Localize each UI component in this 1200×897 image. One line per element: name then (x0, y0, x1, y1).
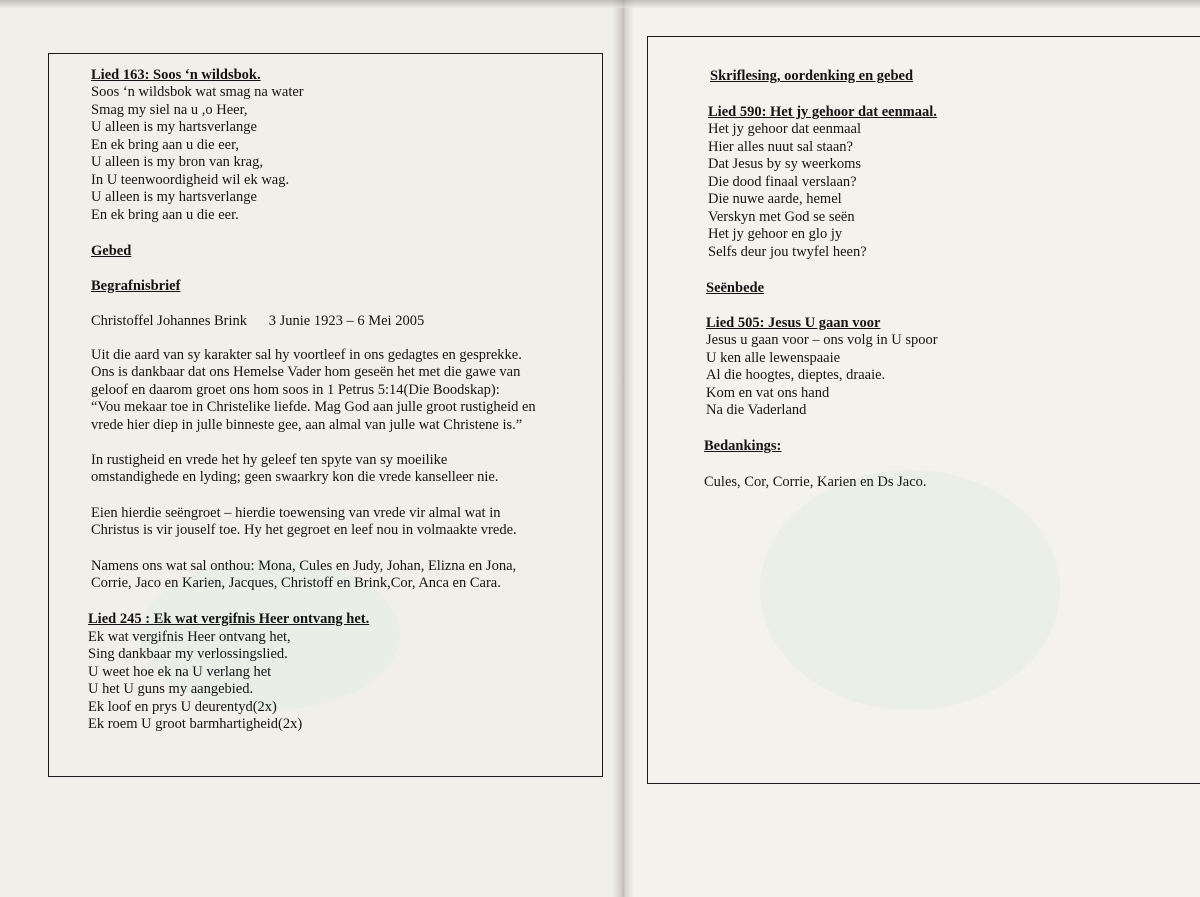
song-245-line: Ek loof en prys U deurentyd(2x) (88, 699, 277, 715)
thanks-heading: Bedankings: (704, 438, 782, 454)
song-245-line: Ek wat vergifnis Heer ontvang het, (88, 629, 291, 645)
blessing-heading: Seënbede (706, 280, 764, 296)
song-245-line: U weet hoe ek na U verlang het (88, 664, 272, 680)
letter-paragraph-line: Ons is dankbaar dat ons Hemelse Vader hom geseën het met die gawe van (91, 364, 521, 380)
song-163-line: U alleen is my hartsverlange (91, 189, 257, 205)
letter-paragraph-line: Christus is vir jouself toe. Hy het gegroet en leef nou in volmaakte vrede. (91, 522, 517, 538)
song-163-line: In U teenwoordigheid wil ek wag. (91, 172, 290, 188)
song-590-line: Selfs deur jou twyfel heen? (708, 244, 867, 260)
song-163-line: Smag my siel na u ,o Heer, (91, 102, 248, 118)
top-shadow (0, 0, 1200, 8)
song-590-line: Het jy gehoor en glo jy (708, 226, 843, 242)
thanks-text: Cules, Cor, Corrie, Karien en Ds Jaco. (704, 474, 927, 490)
song-590-line: Het jy gehoor dat eenmaal (708, 121, 861, 137)
funeral-letter-heading: Begrafnisbrief (91, 278, 181, 294)
song-163-title: Lied 163: Soos ‘n wildsbok. (91, 67, 261, 83)
prayer-heading: Gebed (91, 243, 132, 259)
letter-paragraph-line: Eien hierdie seëngroet – hierdie toewensing van vrede vir almal wat in (91, 505, 501, 521)
song-590-line: Hier alles nuut sal staan? (708, 139, 853, 155)
song-505-title: Lied 505: Jesus U gaan voor (706, 315, 881, 331)
letter-paragraph-line: “Vou mekaar toe in Christelike liefde. Mag God aan julle groot rustigheid en (91, 399, 536, 415)
song-245-line: U het U guns my aangebied. (88, 681, 254, 697)
song-163-line: Soos ‘n wildsbok wat smag na water (91, 84, 304, 100)
letter-paragraph-line: In rustigheid en vrede het hy geleef ten spyte van sy moeilike (91, 452, 448, 468)
song-245-line: Ek roem U groot barmhartigheid(2x) (88, 716, 303, 732)
song-590-line: Dat Jesus by sy weerkoms (708, 156, 862, 172)
letter-paragraph-line: vrede hier diep in julle binneste gee, aan almal van julle wat Christene is.” (91, 417, 523, 433)
song-163-line: U alleen is my bron van krag, (91, 154, 263, 170)
song-590-line: Verskyn met God se seën (708, 209, 855, 225)
song-505-line: Al die hoogtes, dieptes, draaie. (706, 367, 886, 383)
letter-paragraph-line: Uit die aard van sy karakter sal hy voortleef in ons gedagtes en gesprekke. (91, 347, 522, 363)
book-gutter (612, 0, 634, 897)
letter-paragraph-line: geloof en daarom groet ons hom soos in 1 Petrus 5:14(Die Boodskap): (91, 382, 500, 398)
letter-paragraph-line: Namens ons wat sal onthou: Mona, Cules en Judy, Johan, Elizna en Jona, (91, 558, 517, 574)
song-590-title: Lied 590: Het jy gehoor dat eenmaal. (708, 104, 937, 120)
song-505-line: Na die Vaderland (706, 402, 807, 418)
song-505-line: Jesus u gaan voor – ons volg in U spoor (706, 332, 938, 348)
reading-heading: Skriflesing, oordenking en gebed (710, 68, 914, 84)
letter-paragraph-line: omstandighede en lyding; geen swaarkry kon die vrede kanselleer nie. (91, 469, 499, 485)
letter-paragraph-line: Corrie, Jaco en Karien, Jacques, Christoff en Brink,Cor, Anca en Cara. (91, 575, 501, 591)
song-505-line: Kom en vat ons hand (706, 385, 830, 401)
song-590-line: Die nuwe aarde, hemel (708, 191, 842, 207)
song-245-title: Lied 245 : Ek wat vergifnis Heer ontvang het. (88, 611, 370, 627)
song-590-line: Die dood finaal verslaan? (708, 174, 857, 190)
song-245-line: Sing dankbaar my verlossingslied. (88, 646, 288, 662)
song-163-line: U alleen is my hartsverlange (91, 119, 257, 135)
song-505-line: U ken alle lewenspaaie (706, 350, 841, 366)
song-163-line: En ek bring aan u die eer. (91, 207, 239, 223)
song-163-line: En ek bring aan u die eer, (91, 137, 239, 153)
deceased-name-dates: Christoffel Johannes Brink 3 Junie 1923 – 6 Mei 2005 (91, 313, 425, 329)
